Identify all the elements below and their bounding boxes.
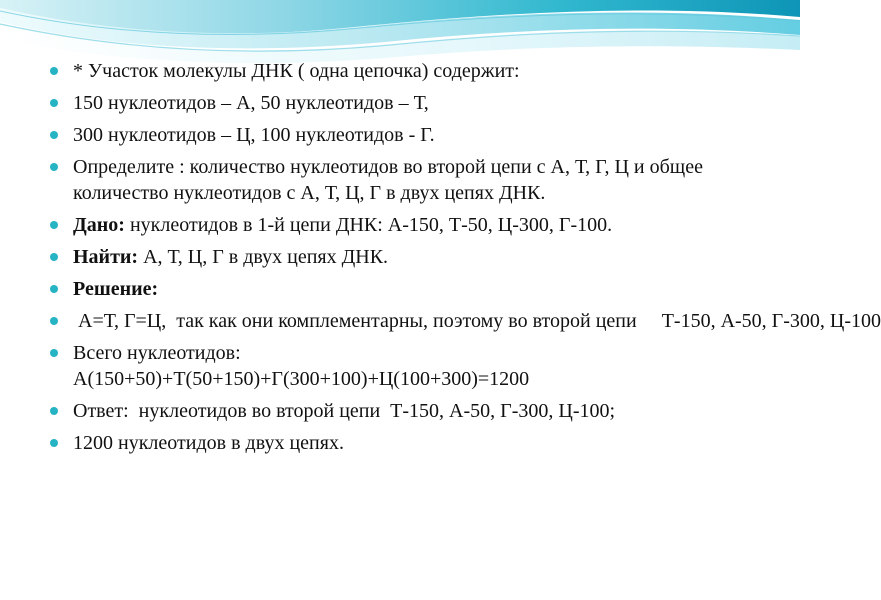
bullet-text-container — [73, 244, 750, 270]
given-text: нуклеотидов в 1-й цепи ДНК: А-150, Т-50, Ц-300, Г-100. — [124, 214, 613, 236]
bullet-dot-icon — [50, 407, 58, 415]
find-text: А, Т, Ц, Г в двух цепях ДНК. — [138, 246, 389, 268]
bullet-text: 300 нуклеотидов – Ц, 100 нуклеотидов - Г. — [73, 124, 435, 146]
bullet-dot-icon — [50, 349, 58, 357]
bullet-dot-icon — [50, 99, 58, 107]
bullet-text: Ответ: нуклеотидов во второй цепи Т-150, А-50, Г-300, Ц-100; — [73, 400, 616, 422]
bullet-dot-icon — [50, 163, 58, 171]
bullet-item-nucleotides-c-g — [50, 122, 750, 148]
bullet-item-total-nucleotides — [50, 340, 750, 392]
bullet-dot-icon — [50, 285, 58, 293]
bullet-item-solution-heading — [50, 276, 750, 302]
bullet-item-complementarity — [50, 308, 881, 334]
total-label-text: Всего нуклеотидов: — [73, 342, 241, 364]
bullet-dot-icon — [50, 317, 58, 325]
bullet-item-given — [50, 212, 750, 238]
content-bullet-list — [50, 58, 881, 462]
total-formula-text: А(150+50)+Т(50+150)+Г(300+100)+Ц(100+300)=1200 — [73, 368, 530, 390]
bullet-dot-icon — [50, 221, 58, 229]
bullet-item-answer — [50, 398, 750, 424]
solution-label: Решение: — [73, 278, 159, 300]
bullet-text: 1200 нуклеотидов в двух цепях. — [73, 432, 344, 454]
bullet-dot-icon — [50, 439, 58, 447]
bullet-item-find — [50, 244, 750, 270]
bullet-text-container — [73, 212, 750, 238]
bullet-dot-icon — [50, 131, 58, 139]
bullet-text: А=Т, Г=Ц, так как они комплементарны, поэтому во второй цепи Т-150, А-50, Г-300, Ц-100 — [73, 310, 881, 332]
bullet-text: Определите : количество нуклеотидов во второй цепи с А, Т, Г, Ц и общее количество нуклеотидов с А, Т, Ц, Г в двух цепях ДНК. — [73, 156, 703, 204]
bullet-dot-icon — [50, 253, 58, 261]
given-label: Дано: — [73, 214, 125, 236]
bullet-item-task — [50, 154, 750, 206]
bullet-text-container — [73, 340, 750, 392]
bullet-item-total-answer — [50, 430, 750, 456]
bullet-item-nucleotides-a-t — [50, 90, 750, 116]
bullet-item-dna-section — [50, 58, 750, 84]
bullet-dot-icon — [50, 67, 58, 75]
find-label: Найти: — [73, 246, 139, 268]
bullet-text: * Участок молекулы ДНК ( одна цепочка) содержит: — [73, 60, 520, 82]
bullet-text: 150 нуклеотидов – А, 50 нуклеотидов – Т, — [73, 92, 429, 114]
